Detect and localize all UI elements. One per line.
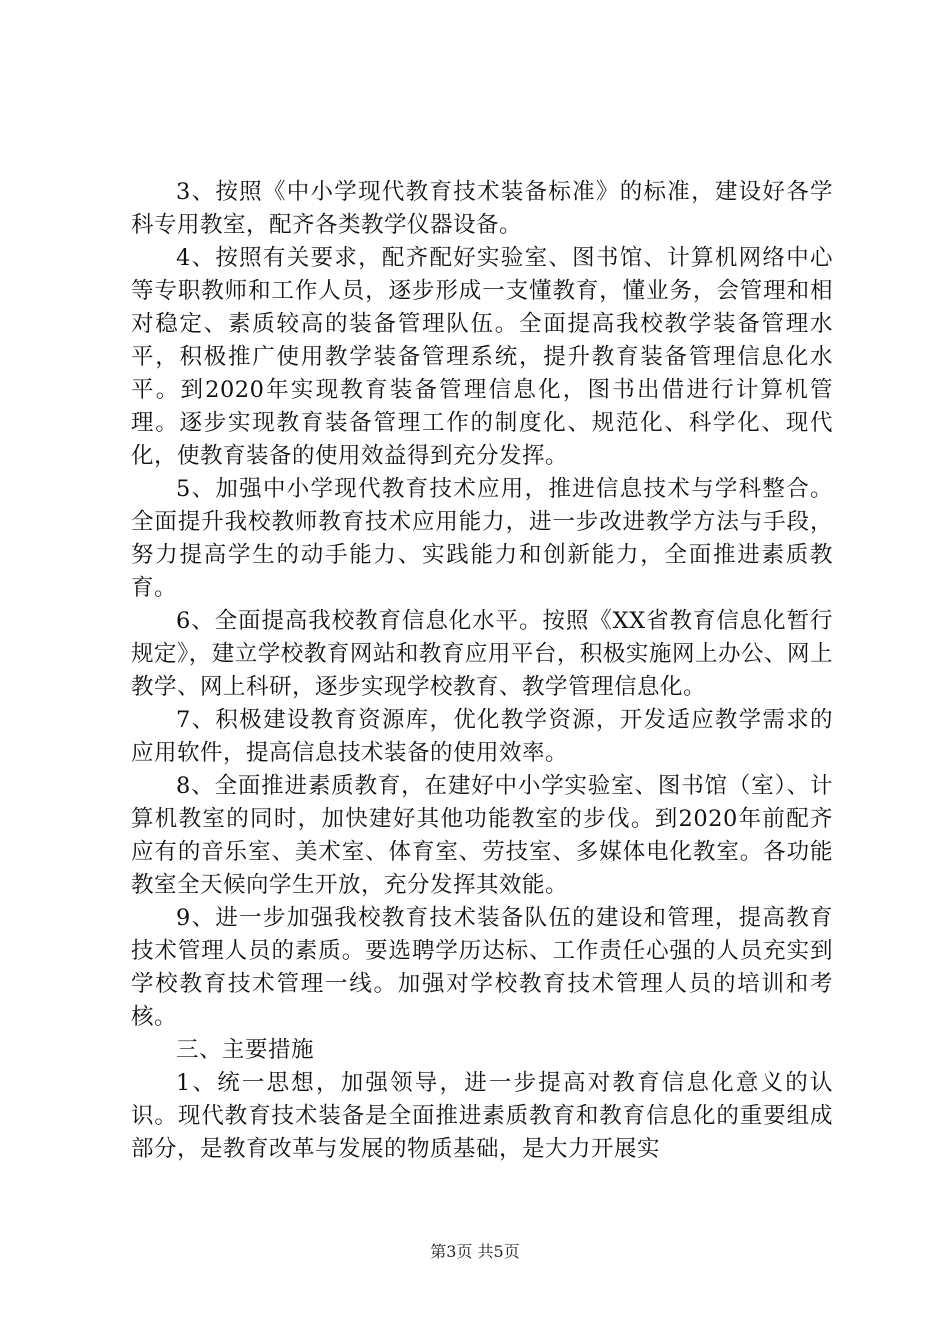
- measure-paragraph-1: 1、统一思想，加强领导，进一步提高对教育信息化意义的认识。现代教育技术装备是全面推进素质教育和教育信息化的重要组成部分，是教育改革与发展的物质基础，是大力开展实: [131, 1070, 833, 1162]
- paragraph-item-5: 5、加强中小学现代教育技术应用，推进信息技术与学科整合。全面提升我校教师教育技术应用能力，进一步改进教学方法与手段，努力提高学生的动手能力、实践能力和创新能力，全面推进素质教育。: [131, 476, 833, 601]
- section-heading: 三、主要措施: [176, 1037, 315, 1063]
- paragraph-item-6: 6、全面提高我校教育信息化水平。按照《XX省教育信息化暂行规定》，建立学校教育网站和教育应用平台，积极实施网上办公、网上教学、网上科研，逐步实现学校教育、教学管理信息化。: [131, 608, 833, 700]
- paragraph-item-3: 3、按照《中小学现代教育技术装备标准》的标准，建设好各学科专用教室，配齐各类教学仪器设备。: [131, 179, 833, 238]
- paragraph-item-9: 9、进一步加强我校教育技术装备队伍的建设和管理，提高教育技术管理人员的素质。要选聘学历达标、工作责任心强的人员充实到学校教育技术管理一线。加强对学校教育技术管理人员的培训和考核。: [131, 905, 833, 1030]
- page-footer: 第3页 共5页: [430, 1242, 520, 1261]
- paragraph-item-4: 4、按照有关要求，配齐配好实验室、图书馆、计算机网络中心等专职教师和工作人员，逐步形成一支懂教育，懂业务，会管理和相对稳定、素质较高的装备管理队伍。全面提高我校教学装备管理水平，积极推广使用教学装备管理系统，提升教育装备管理信息化水平。到2020年实现教育装备管理信息化，图书出借进行计算机管理。逐步实现教育装备管理工作的制度化、规范化、科学化、现代化，使教育装备的使用效益得到充分发挥。: [131, 245, 833, 469]
- document-body: [131, 176, 833, 1166]
- paragraph-item-7: 7、积极建设教育资源库，优化教学资源，开发适应教学需求的应用软件，提高信息技术装备的使用效率。: [131, 707, 833, 766]
- paragraph-item-8: 8、全面推进素质教育，在建好中小学实验室、图书馆（室）、计算机教室的同时，加快建好其他功能教室的步伐。到2020年前配齐应有的音乐室、美术室、体育室、劳技室、多媒体电化教室。各功能教室全天候向学生开放，充分发挥其效能。: [131, 773, 833, 898]
